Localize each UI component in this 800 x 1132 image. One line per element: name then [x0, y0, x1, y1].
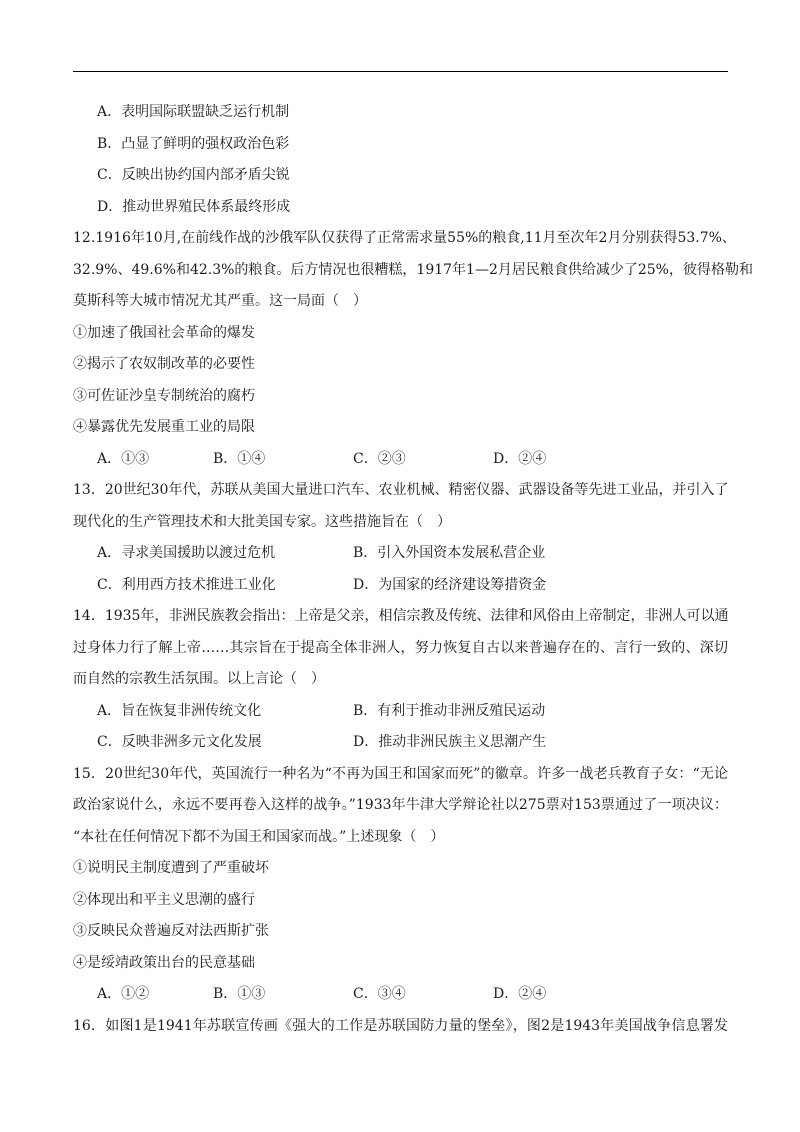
statement-3: ③可佐证沙皇专制统治的腐朽: [73, 387, 255, 404]
header-rule: [73, 71, 728, 72]
question-stem-line: 15．20世纪30年代，英国流行一种名为“不再为国王和国家而死”的徽章。许多一战老兵教育子女：“无论: [73, 765, 728, 782]
option-c: C．③④: [353, 986, 406, 1002]
question-13: [73, 475, 728, 601]
option-c: C．反映非洲多元文化发展: [97, 734, 262, 750]
statement-4: ④暴露优先发展重工业的局限: [73, 419, 255, 435]
question-14: [73, 601, 728, 759]
question-stem-line: 莫斯科等大城市情况尤其严重。这一局面（ ）: [73, 293, 367, 309]
option-a: A．旨在恢复非洲传统文化: [97, 702, 262, 719]
question-stem-line: 16．如图1是1941年苏联宣传画《强大的工作是苏联国防力量的堡垒》，图2是1943年美国战争信息署发: [73, 1017, 728, 1034]
option-c: C．利用西方技术推进工业化: [97, 576, 276, 593]
option-a: A．①③: [97, 450, 150, 467]
option-b: B．①③: [213, 986, 266, 1002]
option-d: D．为国家的经济建设筹措资金: [353, 576, 547, 593]
options-row: [73, 696, 728, 728]
option-d: D．推动世界殖民体系最终形成: [97, 198, 291, 215]
statement-2: ②体现出和平主义思潮的盛行: [73, 891, 255, 908]
statement-1: ①说明民主制度遭到了严重破坏: [73, 860, 269, 876]
question-stem-line: 13．20世纪30年代，苏联从美国大量进口汽车、农业机械、精密仪器、武器设备等先进工业品，并引入了: [73, 482, 729, 498]
option-b: B．凸显了鲜明的强权政治色彩: [97, 135, 290, 152]
exam-page-content: [73, 97, 753, 1042]
option-c: C．②③: [353, 450, 406, 467]
option-b: B．引入外国资本发展私营企业: [353, 545, 546, 561]
question-12: [73, 223, 753, 475]
question-stem-line: “本社在任何情况下都不为国王和国家而战。”上述现象（ ）: [73, 828, 445, 845]
question-16: [73, 1011, 728, 1043]
option-d: D．②④: [493, 986, 547, 1002]
options-row: [73, 727, 728, 759]
statement-4: ④是绥靖政策出台的民意基础: [73, 954, 255, 971]
option-a: A．寻求美国援助以渡过危机: [97, 545, 276, 561]
statement-2: ②揭示了农奴制改革的必要性: [73, 356, 255, 372]
option-b: B．①④: [213, 450, 266, 467]
option-d: D．推动非洲民族主义思潮产生: [353, 734, 547, 750]
options-row: [73, 570, 728, 602]
options-row: [73, 444, 728, 476]
option-a: A．①②: [97, 986, 150, 1002]
option-d: D．②④: [493, 450, 547, 467]
question-stem-line: 而自然的宗教生活氛围。以上言论（ ）: [73, 671, 325, 687]
options-row: [73, 979, 728, 1011]
question-stem-line: 14．1935年，非洲民族教会指出：上帝是父亲，相信宗教及传统、法律和风俗由上帝制定，非洲人可以通: [73, 608, 729, 624]
option-c: C．反映出协约国内部矛盾尖锐: [97, 167, 290, 183]
question-11: [73, 97, 728, 223]
question-stem-line: 12.1916年10月,在前线作战的沙俄军队仅获得了正常需求量55%的粮食,11月至次年2月分别获得53.7%、: [73, 230, 736, 246]
statement-1: ①加速了俄国社会革命的爆发: [73, 324, 255, 341]
options-row: [73, 538, 728, 570]
statement-3: ③反映民众普遍反对法西斯扩张: [73, 923, 269, 939]
option-a: A．表明国际联盟缺乏运行机制: [97, 104, 290, 120]
question-15: [73, 759, 728, 1011]
question-stem-line: 现代化的生产管理技术和大批美国专家。这些措施旨在（ ）: [73, 513, 451, 530]
question-stem-line: 过身体力行了解上帝……其宗旨在于提高全体非洲人，努力恢复自古以来普遍存在的、言行一致的、深切: [73, 639, 728, 656]
option-b: B．有利于推动非洲反殖民运动: [353, 702, 546, 719]
question-stem-line: 32.9%、49.6%和42.3%的粮食。后方情况也很糟糕，1917年1—2月居民粮食供给减少了25%，彼得格勒和: [73, 261, 753, 278]
question-stem-line: 政治家说什么，永远不要再卷入这样的战争。”1933年牛津大学辩论社以275票对153票通过了一项决议：: [73, 797, 728, 813]
